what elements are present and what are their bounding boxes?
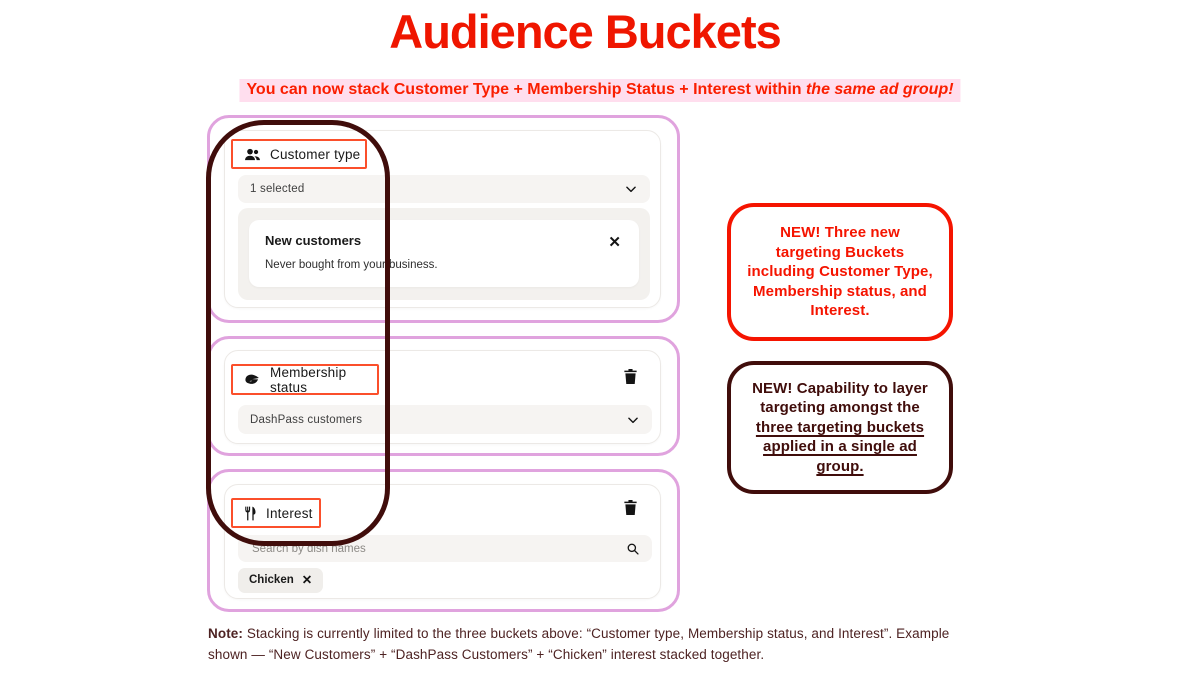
subtitle-text: You can now stack Customer Type + Membership Status + Interest within xyxy=(246,81,806,98)
customer-type-selection-panel xyxy=(238,208,650,300)
chicken-tag-label: Chicken xyxy=(249,574,294,587)
selection-description: Never bought from your business. xyxy=(265,259,438,271)
search-icon xyxy=(626,542,640,556)
people-icon xyxy=(244,147,261,162)
interest-card xyxy=(224,484,661,599)
new-customers-selection xyxy=(249,220,639,287)
callout-layering xyxy=(727,361,953,494)
footer-note xyxy=(208,623,970,665)
chevron-down-icon xyxy=(624,182,638,196)
remove-chicken-tag-button[interactable]: ✕ xyxy=(301,573,313,587)
interest-header xyxy=(231,498,321,528)
fork-knife-icon xyxy=(244,506,257,521)
chicken-tag xyxy=(238,568,323,593)
subtitle-italic-text: the same ad group! xyxy=(805,81,954,98)
chevron-down-icon xyxy=(626,413,640,427)
callout-new-buckets-text: NEW! Three new targeting Buckets including Customer Type, Membership status, and Interest. xyxy=(747,224,933,320)
membership-status-card xyxy=(224,350,661,444)
callout-layering-plain: NEW! Capability to layer targeting amongst the xyxy=(752,379,928,417)
interest-label: Interest xyxy=(266,505,313,521)
membership-status-dropdown[interactable] xyxy=(238,405,652,434)
callout-layering-underlined: three targeting buckets applied in a single ad group. xyxy=(755,418,925,475)
customer-type-card xyxy=(224,130,661,308)
note-label: Note: xyxy=(208,626,243,641)
subtitle-highlight xyxy=(239,79,960,102)
membership-status-label: Membership status xyxy=(270,364,347,395)
dashpass-wing-icon xyxy=(244,373,261,386)
callout-new-buckets xyxy=(727,203,953,341)
customer-type-label: Customer type xyxy=(270,146,361,162)
interest-annotation-frame xyxy=(207,469,680,612)
selection-title: New customers xyxy=(265,233,362,248)
membership-status-header xyxy=(231,364,379,395)
customer-type-header xyxy=(231,139,367,169)
customer-type-dropdown[interactable] xyxy=(238,175,650,203)
membership-status-annotation-frame xyxy=(207,336,680,456)
dish-search-field xyxy=(238,535,652,562)
customer-type-annotation-frame xyxy=(207,115,680,323)
delete-membership-bucket-button[interactable] xyxy=(623,368,638,385)
remove-selection-button[interactable]: ✕ xyxy=(608,234,621,251)
page-title: Audience Buckets xyxy=(389,5,781,58)
customer-type-dropdown-value: 1 selected xyxy=(250,183,305,195)
delete-interest-bucket-button[interactable] xyxy=(623,499,638,516)
membership-status-dropdown-value: DashPass customers xyxy=(250,413,363,426)
callout-layering-text xyxy=(747,379,933,477)
dish-search-input[interactable] xyxy=(250,542,626,556)
note-text: Stacking is currently limited to the three buckets above: “Customer type, Membership status, and Interest”. Example shown — “New Customers” + “DashPass Customers” + “Chicken” interest stacked together. xyxy=(208,626,950,662)
